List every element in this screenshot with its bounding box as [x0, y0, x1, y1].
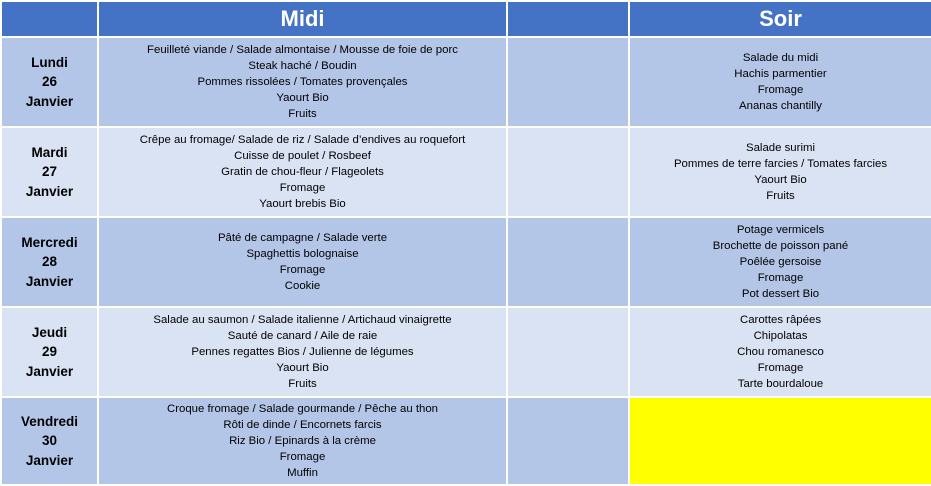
day-row-jeudi: [1, 307, 931, 397]
day-month: Janvier: [25, 363, 74, 379]
dish-item: Tarte bourdaloue: [737, 378, 824, 390]
day-weekday: Jeudi: [31, 324, 68, 340]
dish-item: Brochette de poisson pané: [712, 240, 849, 252]
day-row-lundi: [1, 37, 931, 127]
midi-menu-cell: [98, 37, 507, 127]
empty-cell: [507, 397, 629, 485]
midi-menu-cell: [98, 397, 507, 485]
day-date: 30: [41, 433, 58, 449]
dish-item: Gratin de chou-fleur / Flageolets: [221, 166, 384, 178]
soir-menu-cell: [629, 217, 931, 307]
dish-item: Fromage: [279, 451, 326, 463]
dish-item: Steak haché / Boudin: [248, 60, 357, 72]
dish-item: Potage vermicels: [736, 224, 825, 236]
dish-item: Cuisse de poulet / Rosbeef: [234, 150, 371, 162]
dish-item: Salade du midi: [742, 52, 819, 64]
empty-cell: [507, 127, 629, 217]
dish-item: Yaourt Bio: [276, 362, 329, 374]
day-weekday: Lundi: [31, 54, 68, 70]
dish-item: Fruits: [288, 108, 317, 120]
dish-item: Yaourt brebis Bio: [259, 198, 346, 210]
dish-item: Fromage: [279, 182, 326, 194]
dish-item: Fruits: [288, 378, 317, 390]
dish-item: Pâté de campagne / Salade verte: [217, 232, 388, 244]
dish-item: Chou romanesco: [737, 346, 824, 358]
day-label: [1, 217, 98, 307]
day-label: [1, 37, 98, 127]
day-month: Janvier: [25, 452, 74, 468]
dish-item: Sauté de canard / Aile de raie: [227, 330, 378, 342]
empty-cell: [507, 307, 629, 397]
empty-cell: [507, 37, 629, 127]
dish-item: Chipolatas: [753, 330, 808, 342]
dish-item: Salade surimi: [745, 142, 815, 154]
dish-item: Cookie: [284, 280, 321, 292]
day-label: [1, 307, 98, 397]
soir-menu-cell: [629, 127, 931, 217]
day-row-vendredi: [1, 397, 931, 485]
day-weekday: Vendredi: [20, 413, 79, 429]
soir-menu-cell: [629, 37, 931, 127]
day-date: 28: [41, 254, 58, 270]
dish-item: Fruits: [766, 190, 795, 202]
dish-item: Fromage: [757, 362, 804, 374]
midi-menu-cell: [98, 307, 507, 397]
header-day-column: [1, 1, 98, 37]
dish-item: Fromage: [757, 84, 804, 96]
day-month: Janvier: [25, 273, 74, 289]
dish-item: Spaghettis bolognaise: [246, 248, 359, 260]
day-date: 26: [41, 74, 58, 90]
header-midi: Midi: [98, 1, 507, 37]
header-row: [1, 1, 931, 37]
dish-item: Fromage: [279, 264, 326, 276]
dish-item: Feuilleté viande / Salade almontaise / Mousse de foie de porc: [147, 44, 458, 56]
dish-item: Ananas chantilly: [739, 100, 822, 112]
header-empty-column: [507, 1, 629, 37]
day-row-mercredi: [1, 217, 931, 307]
dish-item: Hachis parmentier: [734, 68, 827, 80]
day-date: 27: [41, 164, 58, 180]
day-weekday: Mardi: [31, 144, 68, 160]
empty-cell: [507, 217, 629, 307]
dish-item: Pommes de terre farcies / Tomates farcies: [673, 158, 888, 170]
dish-item: Croque fromage / Salade gourmande / Pêche au thon: [166, 403, 439, 415]
soir-highlighted-empty-cell: [629, 397, 931, 485]
day-weekday: Mercredi: [21, 234, 78, 250]
dish-item: Pot dessert Bio: [741, 288, 820, 300]
dish-item: Pommes rissolées / Tomates provençales: [197, 76, 408, 88]
dish-item: Yaourt Bio: [276, 92, 329, 104]
soir-menu-cell: [629, 307, 931, 397]
day-row-mardi: [1, 127, 931, 217]
dish-item: Pennes regattes Bios / Julienne de légumes: [191, 346, 414, 358]
dish-item: Muffin: [287, 467, 318, 479]
day-month: Janvier: [25, 183, 74, 199]
day-label: [1, 397, 98, 485]
day-date: 29: [41, 344, 58, 360]
dish-item: Fromage: [757, 272, 804, 284]
dish-item: Carottes râpées: [739, 314, 822, 326]
dish-item: Crêpe au fromage/ Salade de riz / Salade d’endives au roquefort: [139, 134, 466, 146]
dish-item: Yaourt Bio: [754, 174, 807, 186]
midi-menu-cell: [98, 217, 507, 307]
dish-item: Poêlée gersoise: [739, 256, 822, 268]
header-soir: Soir: [629, 1, 931, 37]
dish-item: Salade au saumon / Salade italienne / Artichaud vinaigrette: [153, 314, 452, 326]
midi-menu-cell: [98, 127, 507, 217]
dish-item: Riz Bio / Epinards à la crème: [229, 435, 376, 447]
day-month: Janvier: [25, 93, 74, 109]
day-label: [1, 127, 98, 217]
dish-item: Rôti de dinde / Encornets farcis: [223, 419, 382, 431]
